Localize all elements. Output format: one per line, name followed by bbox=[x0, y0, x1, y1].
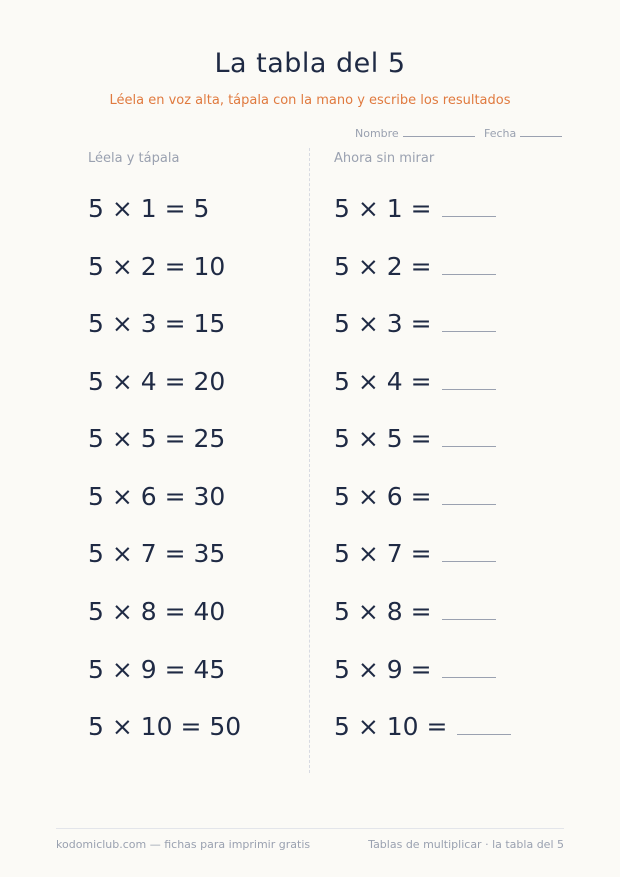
footer-topic-text: Tablas de multiplicar · la tabla del 5 bbox=[368, 838, 564, 851]
left-column-heading: Léela y tápala bbox=[88, 151, 180, 166]
practice-row bbox=[334, 309, 496, 338]
practice-prompt: 5 × 1 = bbox=[334, 194, 432, 223]
date-field[interactable] bbox=[484, 126, 562, 140]
practice-prompt: 5 × 5 = bbox=[334, 424, 432, 453]
equation-row: 5 × 6 = 30 bbox=[88, 482, 226, 511]
practice-row bbox=[334, 367, 496, 396]
answer-blank[interactable] bbox=[442, 655, 496, 678]
name-field[interactable] bbox=[355, 126, 475, 140]
practice-row bbox=[334, 655, 496, 684]
date-blank-line[interactable] bbox=[520, 126, 562, 137]
practice-prompt: 5 × 9 = bbox=[334, 655, 432, 684]
practice-prompt: 5 × 3 = bbox=[334, 309, 432, 338]
answer-blank[interactable] bbox=[442, 252, 496, 275]
answer-blank[interactable] bbox=[442, 309, 496, 332]
practice-row bbox=[334, 539, 496, 568]
answer-blank[interactable] bbox=[457, 712, 511, 735]
equation-row: 5 × 1 = 5 bbox=[88, 194, 210, 223]
page-title: La tabla del 5 bbox=[214, 48, 406, 79]
date-label: Fecha bbox=[484, 127, 517, 140]
answer-blank[interactable] bbox=[442, 424, 496, 447]
answer-blank[interactable] bbox=[442, 367, 496, 390]
practice-prompt: 5 × 4 = bbox=[334, 367, 432, 396]
equation-row: 5 × 8 = 40 bbox=[88, 597, 226, 626]
practice-prompt: 5 × 10 = bbox=[334, 712, 448, 741]
practice-row bbox=[334, 424, 496, 453]
equation-row: 5 × 3 = 15 bbox=[88, 309, 226, 338]
practice-row bbox=[334, 712, 511, 741]
equation-row: 5 × 5 = 25 bbox=[88, 424, 226, 453]
answer-blank[interactable] bbox=[442, 539, 496, 562]
equation-row: 5 × 10 = 50 bbox=[88, 712, 242, 741]
practice-prompt: 5 × 7 = bbox=[334, 539, 432, 568]
equation-row: 5 × 4 = 20 bbox=[88, 367, 226, 396]
answer-blank[interactable] bbox=[442, 597, 496, 620]
answer-blank[interactable] bbox=[442, 194, 496, 217]
answer-blank[interactable] bbox=[442, 482, 496, 505]
practice-row bbox=[334, 194, 496, 223]
footer-site-text: kodomiclub.com — fichas para imprimir gratis bbox=[56, 838, 311, 851]
practice-prompt: 5 × 8 = bbox=[334, 597, 432, 626]
name-label: Nombre bbox=[355, 127, 399, 140]
practice-row bbox=[334, 597, 496, 626]
footer-divider bbox=[56, 828, 564, 829]
equation-row: 5 × 7 = 35 bbox=[88, 539, 226, 568]
practice-prompt: 5 × 6 = bbox=[334, 482, 432, 511]
practice-row bbox=[334, 482, 496, 511]
equation-row: 5 × 2 = 10 bbox=[88, 252, 226, 281]
practice-prompt: 5 × 2 = bbox=[334, 252, 432, 281]
page-subtitle: Léela en voz alta, tápala con la mano y escribe los resultados bbox=[109, 93, 511, 108]
equation-row: 5 × 9 = 45 bbox=[88, 655, 226, 684]
right-column-heading: Ahora sin mirar bbox=[334, 151, 435, 166]
column-divider bbox=[309, 148, 310, 773]
name-blank-line[interactable] bbox=[403, 126, 475, 137]
practice-row bbox=[334, 252, 496, 281]
